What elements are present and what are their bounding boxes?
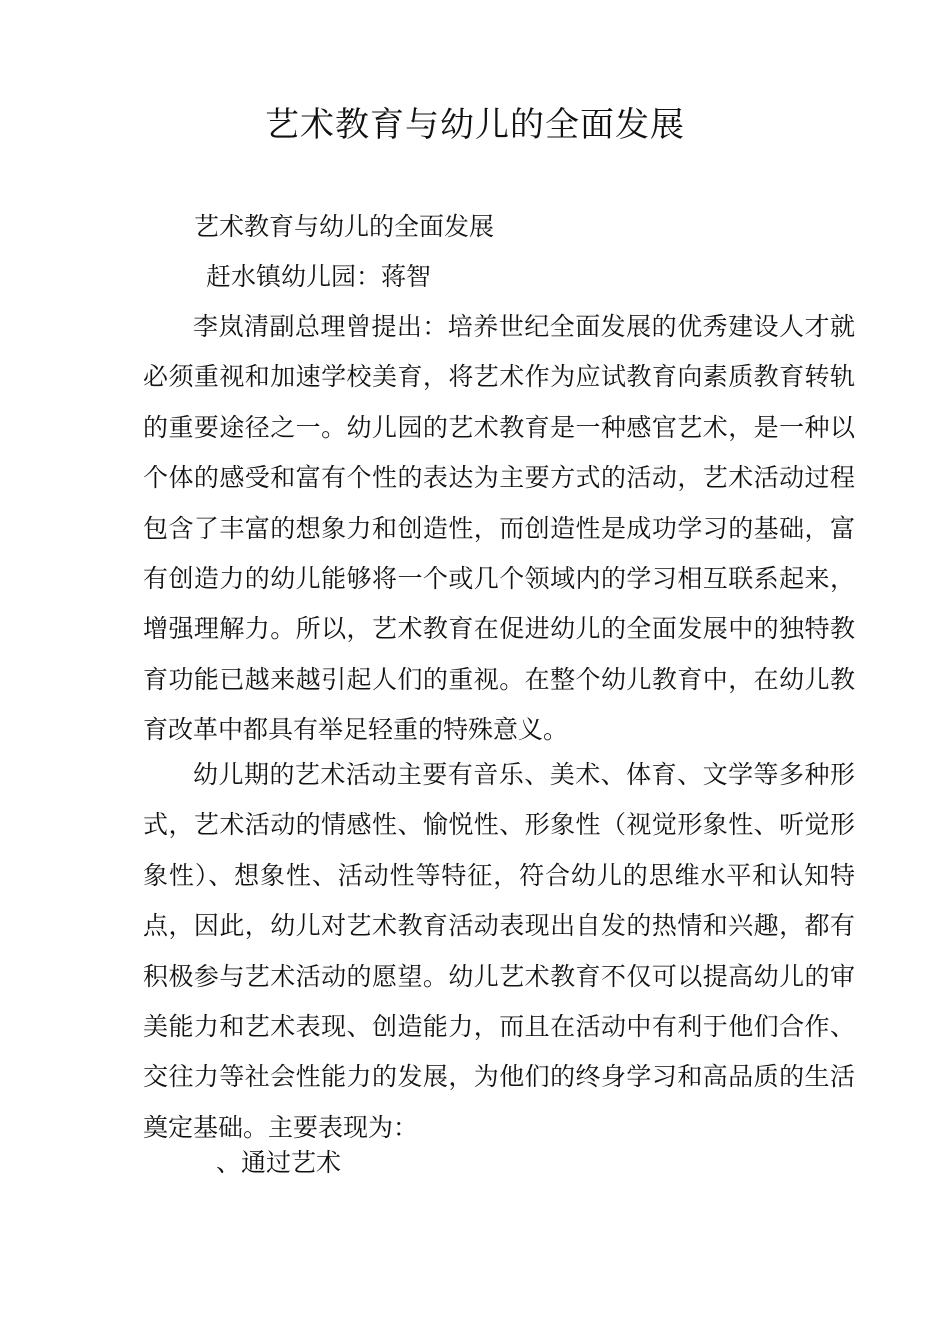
list-item: 、通过艺术 [216,1148,342,1177]
document-title: 艺术教育与幼儿的全面发展 [265,105,685,145]
paragraph-1: 李岚清副总理曾提出：培养世纪全面发展的优秀建设人才就必须重视和加速学校美育，将艺术作为应试教育向素质教育转轨的重要途径之一。幼儿园的艺术教育是一种感官艺术，是一种以个体的感受和富有个性的表达为主要方式的活动，艺术活动过程包含了丰富的想象力和创造性，而创造性是成功学习的基础，富有创造力的幼儿能够将一个或几个领域内的学习相互联系起来，增强理解力。所以，艺术教育在促进幼儿的全面发展中的独特教育功能已越来越引起人们的重视。在整个幼儿教育中，在幼儿教育改革中都具有举足轻重的特殊意义。 [143,312,855,745]
paragraph-2: 幼儿期的艺术活动主要有音乐、美术、体育、文学等多种形式，艺术活动的情感性、愉悦性、形象性（视觉形象性、听觉形象性）、想象性、活动性等特征，符合幼儿的思维水平和认知特点，因此，幼儿对艺术教育活动表现出自发的热情和兴趣，都有积极参与艺术活动的愿望。幼儿艺术教育不仅可以提高幼儿的审美能力和艺术表现、创造能力，而且在活动中有利于他们合作、交往力等社会性能力的发展，为他们的终身学习和高品质的生活奠定基础。主要表现为： [143,760,855,1142]
document-subtitle: 艺术教育与幼儿的全面发展 [194,212,495,241]
author-line: 赶水镇幼儿园：蒋智 [206,262,432,291]
